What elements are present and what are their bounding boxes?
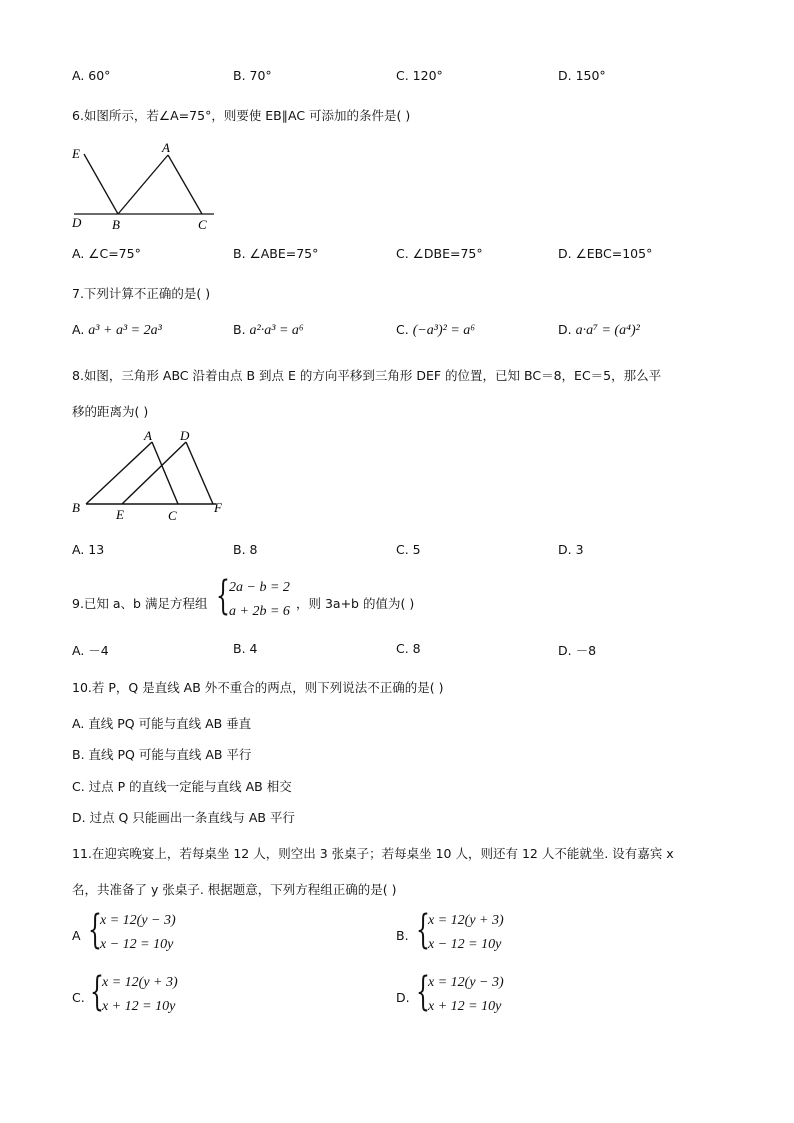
q7-option-c-label: C. [396, 322, 409, 337]
q11-stem-line1: 11.在迎宾晚宴上，若每桌坐 12 人，则空出 3 张桌子；若每桌坐 10 人，则还有 12 人不能就坐. 设有嘉宾 x [72, 846, 674, 861]
q6-label-b: B [112, 217, 120, 232]
q10-option-d: D. 过点 Q 只能画出一条直线与 AB 平行 [72, 810, 295, 825]
q11-option-c-brace-icon: { [90, 969, 104, 1015]
q11-option-c-eq2: x + 12 = 10y [102, 999, 176, 1014]
q6-figure [66, 138, 226, 234]
q11-option-b-label: B. [396, 928, 409, 943]
q7-option-d-expr: a·a⁷ = (a⁴)² [575, 323, 640, 338]
q11-option-a-brace-icon: { [88, 907, 102, 953]
q7-option-a-expr: a³ + a³ = 2a³ [88, 323, 162, 338]
q7-option-d-label: D. [558, 322, 572, 337]
q8-option-b: B. 8 [233, 542, 258, 557]
q7-option-a [72, 322, 162, 339]
q11-option-d-eq1: x = 12(y − 3) [428, 975, 504, 990]
q11-option-b-eq1: x = 12(y + 3) [428, 913, 504, 928]
q8-option-d: D. 3 [558, 542, 584, 557]
q6-label-e: E [72, 146, 80, 161]
q7-option-c-expr: (−a³)² = a⁶ [412, 323, 476, 338]
q9-option-b: B. 4 [233, 641, 258, 656]
q5-option-d: D. 150° [558, 68, 606, 83]
q6-option-c: C. ∠DBE=75° [396, 246, 483, 261]
q9-brace-icon: { [216, 573, 230, 619]
q11-option-d-brace-icon: { [416, 969, 430, 1015]
q8-label-c: C [168, 508, 177, 523]
q11-stem-line2: 名，共准备了 y 张桌子. 根据题意，下列方程组正确的是( ) [72, 882, 397, 897]
q8-label-e: E [116, 507, 124, 522]
q11-option-b-brace-icon: { [416, 907, 430, 953]
q9-eq1: 2a − b = 2 [229, 580, 290, 595]
q11-option-c-eq1: x = 12(y + 3) [102, 975, 178, 990]
q7-stem: 7.下列计算不正确的是( ) [72, 286, 211, 301]
q9-eq2: a + 2b = 6 [229, 604, 290, 619]
q11-option-a-label: A [72, 928, 81, 943]
q7-option-d [558, 322, 640, 339]
q11-option-b-eq2: x − 12 = 10y [428, 937, 502, 952]
q7-option-b-expr: a²·a³ = a⁶ [249, 323, 304, 338]
q6-option-a: A. ∠C=75° [72, 246, 141, 261]
q8-option-c: C. 5 [396, 542, 421, 557]
q6-label-a: A [162, 140, 170, 155]
q8-label-b: B [72, 500, 80, 515]
q7-option-b-label: B. [233, 322, 246, 337]
q6-stem: 6.如图所示，若∠A=75°，则要使 EB∥AC 可添加的条件是( ) [72, 108, 411, 123]
q9-stem-prefix: 9.已知 a、b 满足方程组 [72, 596, 208, 611]
q11-option-d-label: D. [396, 990, 410, 1005]
q11-option-d-eq2: x + 12 = 10y [428, 999, 502, 1014]
q6-label-c: C [198, 217, 207, 232]
q7-option-a-label: A. [72, 322, 85, 337]
q8-figure [68, 426, 238, 526]
q10-option-c: C. 过点 P 的直线一定能与直线 AB 相交 [72, 779, 292, 794]
q6-label-d: D [72, 215, 82, 230]
q9-stem-suffix: ，则 3a+b 的值为( ) [296, 596, 415, 611]
q8-stem-line1: 8.如图，三角形 ABC 沿着由点 B 到点 E 的方向平移到三角形 DEF 的位置，已知 BC＝8，EC＝5，那么平 [72, 368, 662, 383]
q5-option-c: C. 120° [396, 68, 443, 83]
q9-option-a: A. －4 [72, 643, 109, 658]
q8-stem-line2: 移的距离为( ) [72, 404, 149, 419]
q10-stem: 10.若 P，Q 是直线 AB 外不重合的两点，则下列说法不正确的是( ) [72, 680, 444, 695]
q9-option-c: C. 8 [396, 641, 421, 656]
q5-option-a: A. 60° [72, 68, 111, 83]
q10-option-a: A. 直线 PQ 可能与直线 AB 垂直 [72, 716, 252, 731]
q7-option-b [233, 322, 304, 339]
q6-option-b: B. ∠ABE=75° [233, 246, 319, 261]
q11-option-a-eq1: x = 12(y − 3) [100, 913, 176, 928]
q11-option-c-label: C. [72, 990, 85, 1005]
q8-label-d: D [180, 428, 190, 443]
q10-option-b: B. 直线 PQ 可能与直线 AB 平行 [72, 747, 252, 762]
q9-option-d: D. －8 [558, 643, 597, 658]
q6-option-d: D. ∠EBC=105° [558, 246, 653, 261]
q8-label-a: A [144, 428, 152, 443]
q8-option-a: A. 13 [72, 542, 105, 557]
q5-option-b: B. 70° [233, 68, 272, 83]
q8-label-f: F [214, 500, 222, 515]
q11-option-a-eq2: x − 12 = 10y [100, 937, 174, 952]
q7-option-c [396, 322, 475, 339]
